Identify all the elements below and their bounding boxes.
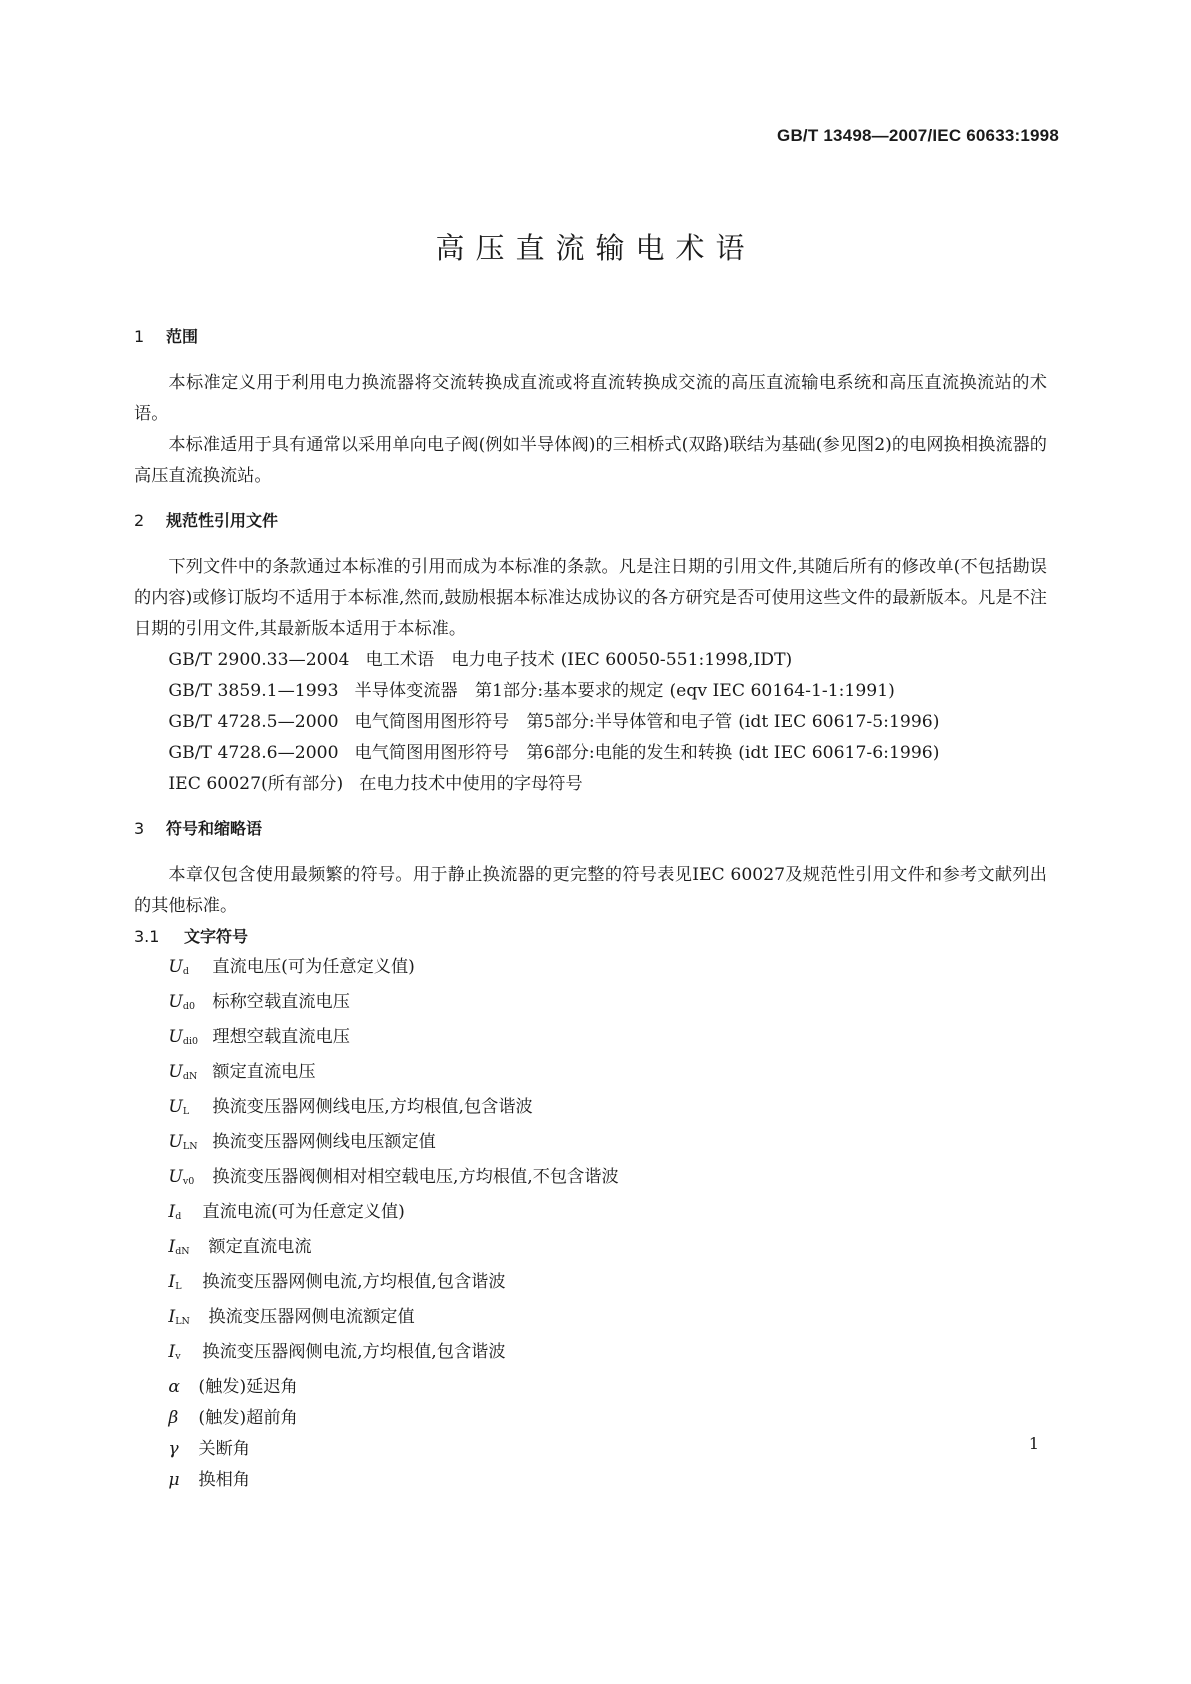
- symbol-description: 额定直流电压: [212, 1062, 316, 1082]
- symbol: γ: [168, 1439, 179, 1459]
- scope-paragraph: 本标准适用于具有通常以采用单向电子阀(例如半导体阀)的三相桥式(双路)联结为基础(参见图2)的电网换相换流器的高压直流换流站。: [134, 435, 1047, 486]
- symbol-description: 换流变压器网侧电流额定值: [208, 1307, 415, 1327]
- reference-code: GB/T 4728.5—2000: [168, 712, 339, 732]
- reference-equivalence: (IEC 60050-551:1998,IDT): [560, 650, 793, 670]
- symbol-item: [168, 1057, 1047, 1092]
- symbol-item: [168, 1372, 1047, 1403]
- symbol: $I_v$: [168, 1342, 181, 1362]
- symbol-description: 额定直流电流: [208, 1237, 312, 1257]
- reference-item: [134, 645, 1047, 676]
- symbol-description: 标称空载直流电压: [212, 992, 350, 1012]
- document-body: [134, 322, 1047, 1496]
- section-title: 符号和缩略语: [166, 819, 263, 838]
- symbol-item: [168, 1197, 1047, 1232]
- symbol-item: [168, 1302, 1047, 1337]
- symbol-description: 关断角: [198, 1439, 250, 1459]
- symbol-description: 换相角: [198, 1470, 250, 1490]
- section-title: 范围: [166, 327, 199, 346]
- reference-equivalence: (idt IEC 60617-6:1996): [738, 743, 940, 763]
- reference-equivalence: (eqv IEC 60164-1-1:1991): [669, 681, 895, 701]
- reference-title: 半导体变流器 第1部分:基本要求的规定: [354, 681, 664, 701]
- normative-refs-intro: 下列文件中的条款通过本标准的引用而成为本标准的条款。凡是注日期的引用文件,其随后所有的修改单(不包括勘误的内容)或修订版均不适用于本标准,然而,鼓励根据本标准达成协议的各方研究是否可使用这些文件的最新版本。凡是不注日期的引用文件,其最新版本适用于本标准。: [134, 557, 1047, 639]
- symbol-item: [168, 952, 1047, 987]
- symbol-item: [168, 1267, 1047, 1302]
- symbol-description: (触发)延迟角: [198, 1377, 298, 1397]
- symbol-item: [168, 1403, 1047, 1434]
- symbols-intro: 本章仅包含使用最频繁的符号。用于静止换流器的更完整的符号表见IEC 60027及规范性引用文件和参考文献列出的其他标准。: [134, 865, 1047, 916]
- reference-item: [134, 676, 1047, 707]
- symbol-description: 理想空载直流电压: [212, 1027, 350, 1047]
- section-title: 规范性引用文件: [166, 511, 279, 530]
- symbol: $U_{v0}$: [168, 1167, 195, 1187]
- symbol-list: [134, 952, 1047, 1496]
- symbol-description: 换流变压器阀侧相对相空载电压,方均根值,不包含谐波: [212, 1167, 619, 1187]
- symbol: $U_{dN}$: [168, 1062, 198, 1082]
- symbol-description: 换流变压器网侧电流,方均根值,包含谐波: [202, 1272, 506, 1292]
- scope-paragraph: 本标准定义用于利用电力换流器将交流转换成直流或将直流转换成交流的高压直流输电系统和高压直流换流站的术语。: [134, 373, 1047, 424]
- symbol-item: [168, 1337, 1047, 1372]
- reference-item: [134, 707, 1047, 738]
- symbol: β: [168, 1408, 179, 1428]
- symbol: $U_{di0}$: [168, 1027, 199, 1047]
- symbol: $I_{LN}$: [168, 1307, 190, 1327]
- reference-code: GB/T 2900.33—2004: [168, 650, 350, 670]
- reference-equivalence: (idt IEC 60617-5:1996): [738, 712, 940, 732]
- symbol-item: [168, 1434, 1047, 1465]
- reference-title: 电气简图用图形符号 第6部分:电能的发生和转换: [354, 743, 733, 763]
- symbol: $I_d$: [168, 1202, 182, 1222]
- section-heading-symbols: [134, 814, 1047, 844]
- symbol-item: [168, 1232, 1047, 1267]
- section-heading-scope: [134, 322, 1047, 352]
- reference-title: 电气简图用图形符号 第5部分:半导体管和电子管: [354, 712, 733, 732]
- subsection-title: 文字符号: [184, 927, 249, 946]
- symbol: $I_L$: [168, 1272, 182, 1292]
- symbol-description: 换流变压器网侧线电压额定值: [212, 1132, 436, 1152]
- symbol-description: (触发)超前角: [198, 1408, 298, 1428]
- reference-code: GB/T 3859.1—1993: [168, 681, 339, 701]
- document-title: 高压直流输电术语: [435, 231, 756, 265]
- reference-item: [134, 738, 1047, 769]
- standard-number: GB/T 13498—2007/IEC 60633:1998: [777, 126, 1059, 145]
- reference-item: [134, 769, 1047, 800]
- symbol: $U_L$: [168, 1097, 190, 1117]
- page-number: 1: [1028, 1434, 1039, 1453]
- reference-title: 电工术语 电力电子技术: [365, 650, 555, 670]
- subsection-number: 3.1: [134, 927, 160, 946]
- symbol-description: 直流电压(可为任意定义值): [212, 957, 415, 977]
- symbol-item: [168, 1465, 1047, 1496]
- symbol-description: 直流电流(可为任意定义值): [202, 1202, 405, 1222]
- section-number: 3: [134, 819, 145, 838]
- symbol-description: 换流变压器网侧线电压,方均根值,包含谐波: [212, 1097, 533, 1117]
- subsection-heading-letter-symbols: [134, 922, 1047, 952]
- symbol: μ: [168, 1470, 180, 1490]
- reference-code: GB/T 4728.6—2000: [168, 743, 339, 763]
- section-heading-normative-references: [134, 506, 1047, 536]
- symbol: $U_{d0}$: [168, 992, 196, 1012]
- section-number: 1: [134, 327, 145, 346]
- symbol: $U_d$: [168, 957, 189, 977]
- symbol-item: [168, 1022, 1047, 1057]
- section-number: 2: [134, 511, 145, 530]
- symbol: α: [168, 1377, 180, 1397]
- symbol-item: [168, 1162, 1047, 1197]
- symbol: $I_{dN}$: [168, 1237, 190, 1257]
- symbol-item: [168, 987, 1047, 1022]
- reference-code: IEC 60027(所有部分): [168, 774, 344, 794]
- symbol: $U_{LN}$: [168, 1132, 198, 1152]
- symbol-item: [168, 1127, 1047, 1162]
- symbol-description: 换流变压器阀侧电流,方均根值,包含谐波: [202, 1342, 506, 1362]
- reference-title: 在电力技术中使用的字母符号: [359, 774, 583, 794]
- symbol-item: [168, 1092, 1047, 1127]
